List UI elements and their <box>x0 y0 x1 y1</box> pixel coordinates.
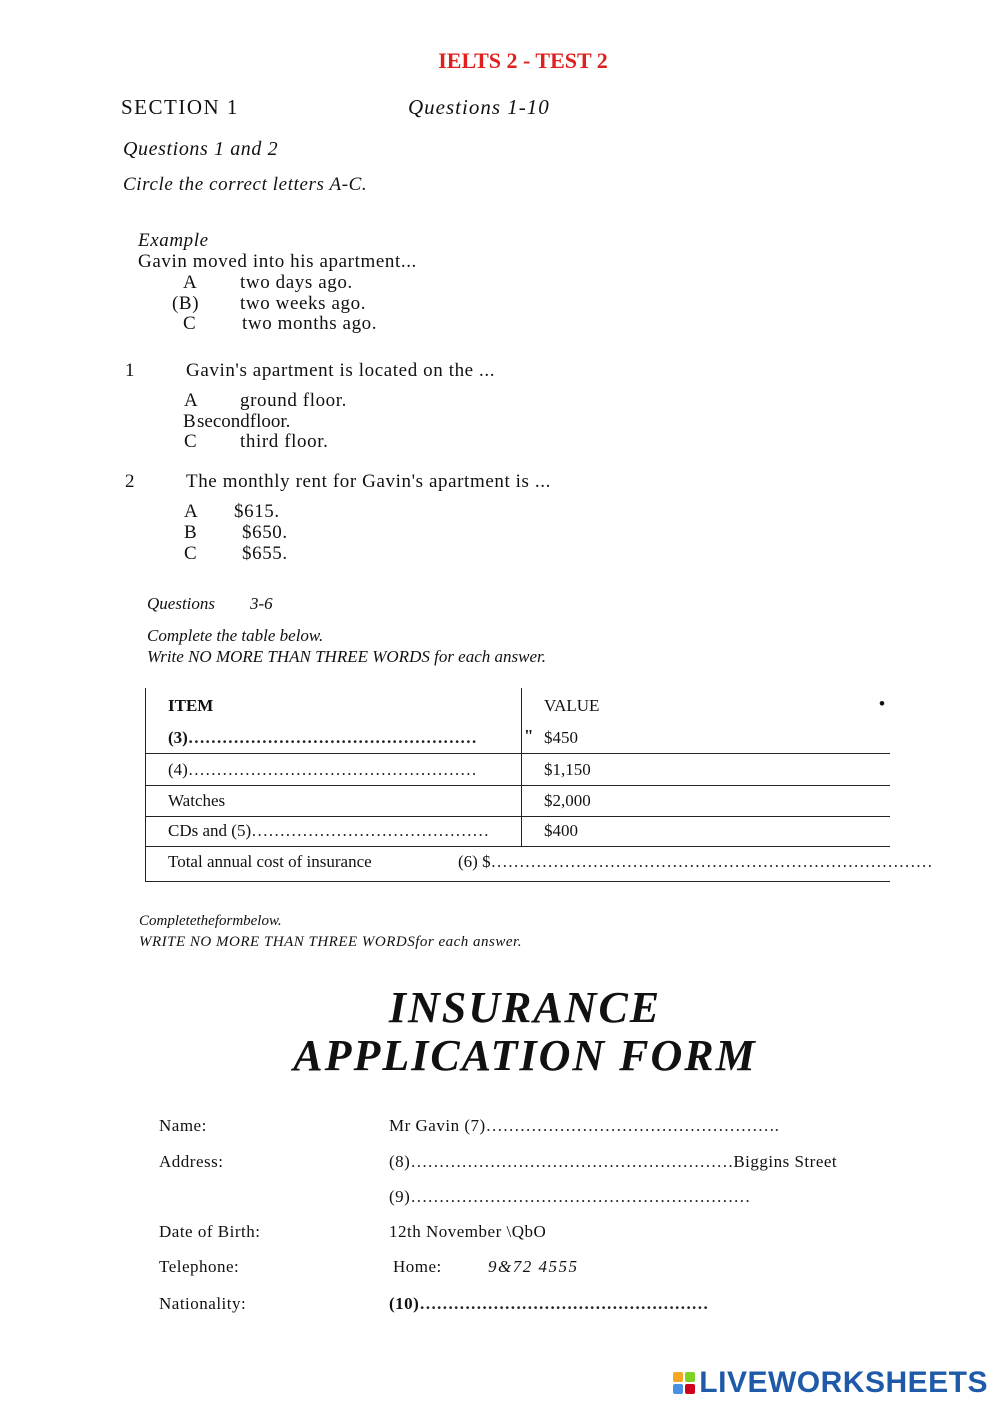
form-label-telephone: Telephone: <box>159 1257 240 1276</box>
q36-instruction: Write NO MORE THAN THREE WORDS for each answer. <box>147 647 547 666</box>
option-letter: B <box>184 522 198 543</box>
option-letter: B <box>183 411 196 432</box>
option-text: secondfloor. <box>197 411 291 432</box>
q36-heading: Questions <box>147 594 215 613</box>
table-cell-item: (4)…………………………………………… <box>168 760 477 779</box>
table-header-mark: • <box>879 694 885 713</box>
example-option-text: two weeks ago. <box>240 293 367 314</box>
example-option-text: two months ago. <box>242 313 378 334</box>
option-letter: C <box>184 431 198 452</box>
form-value-address: (8)…………………………………………………Biggins Street <box>389 1152 838 1171</box>
table-cell-value: $450 <box>544 728 578 747</box>
page-title: IELTS 2 - TEST 2 <box>438 48 608 73</box>
logo-square <box>673 1384 683 1394</box>
question-number: 2 <box>125 471 136 492</box>
option-letter: C <box>184 543 198 564</box>
example-option-letter: (B) <box>172 293 200 314</box>
form-value-nationality: (10)…………………………………………… <box>389 1294 709 1313</box>
insurance-table <box>145 688 933 882</box>
form-intro-line: WRITE NO MORE THAN THREE WORDSfor each answer. <box>139 934 522 950</box>
logo-mark-icon <box>673 1372 695 1394</box>
logo-square <box>673 1372 683 1382</box>
table-total-blank: (6) $…………………………………………………………………… <box>458 852 933 871</box>
form-value-name: Mr Gavin (7)……………………………………………. <box>389 1116 779 1135</box>
example-option-letter: C <box>183 313 197 334</box>
table-cell-item: CDs and (5)…………………………………… <box>168 821 490 840</box>
section-label: SECTION 1 <box>121 95 239 119</box>
option-text: $615. <box>234 501 280 522</box>
q36-instruction: Complete the table below. <box>147 626 324 645</box>
form-label-nationality: Nationality: <box>159 1294 247 1313</box>
logo-text: LIVEWORKSHEETS <box>699 1366 988 1399</box>
table-cell-item: (3)…………………………………………… <box>168 728 477 747</box>
table-cell-item: Watches <box>168 791 226 810</box>
form-title-line: INSURANCE <box>388 983 662 1032</box>
example-label: Example <box>138 230 209 251</box>
example-stem: Gavin moved into his apartment... <box>138 251 417 272</box>
example-option-letter: A <box>183 272 198 293</box>
table-cell-value: $2,000 <box>544 791 591 810</box>
question-stem: The monthly rent for Gavin's apartment is ... <box>186 471 551 492</box>
option-text: ground floor. <box>240 390 348 411</box>
example-option-text: two days ago. <box>240 272 353 293</box>
form-label-dob: Date of Birth: <box>159 1222 261 1241</box>
table-cell-value: $1,150 <box>544 760 591 779</box>
form-value-dob: 12th November \QbO <box>389 1222 547 1241</box>
q12-heading: Questions 1 and 2 <box>123 138 279 160</box>
table-header-value: VALUE <box>544 696 600 715</box>
form-label-name: Name: <box>159 1116 207 1135</box>
form-label-address: Address: <box>159 1152 224 1171</box>
question-number: 1 <box>125 360 136 381</box>
q12-instruction: Circle the correct letters A-C. <box>123 174 368 195</box>
q36-range: 3-6 <box>250 594 273 613</box>
question-stem: Gavin's apartment is located on the ... <box>186 360 496 381</box>
option-letter: A <box>184 390 199 411</box>
form-intro-line: Completetheformbelow. <box>139 913 282 929</box>
option-text: $655. <box>242 543 288 564</box>
logo-square <box>685 1372 695 1382</box>
option-text: $650. <box>242 522 288 543</box>
logo-square <box>685 1384 695 1394</box>
option-letter: A <box>184 501 199 522</box>
form-value-address-2: (9)…………………………………………………… <box>389 1187 751 1206</box>
section-questions: Questions 1-10 <box>408 95 550 119</box>
liveworksheets-logo <box>673 1366 988 1400</box>
table-total-label: Total annual cost of insurance <box>168 852 372 871</box>
table-header-item: ITEM <box>168 696 214 715</box>
form-value-tel-type: Home: <box>393 1257 442 1276</box>
form-title-line: APPLICATION FORM <box>293 1031 757 1080</box>
form-value-tel-number: 9&72 4555 <box>488 1257 579 1276</box>
table-cell-mark: " <box>524 726 534 745</box>
table-cell-value: $400 <box>544 821 578 840</box>
option-text: third floor. <box>240 431 329 452</box>
